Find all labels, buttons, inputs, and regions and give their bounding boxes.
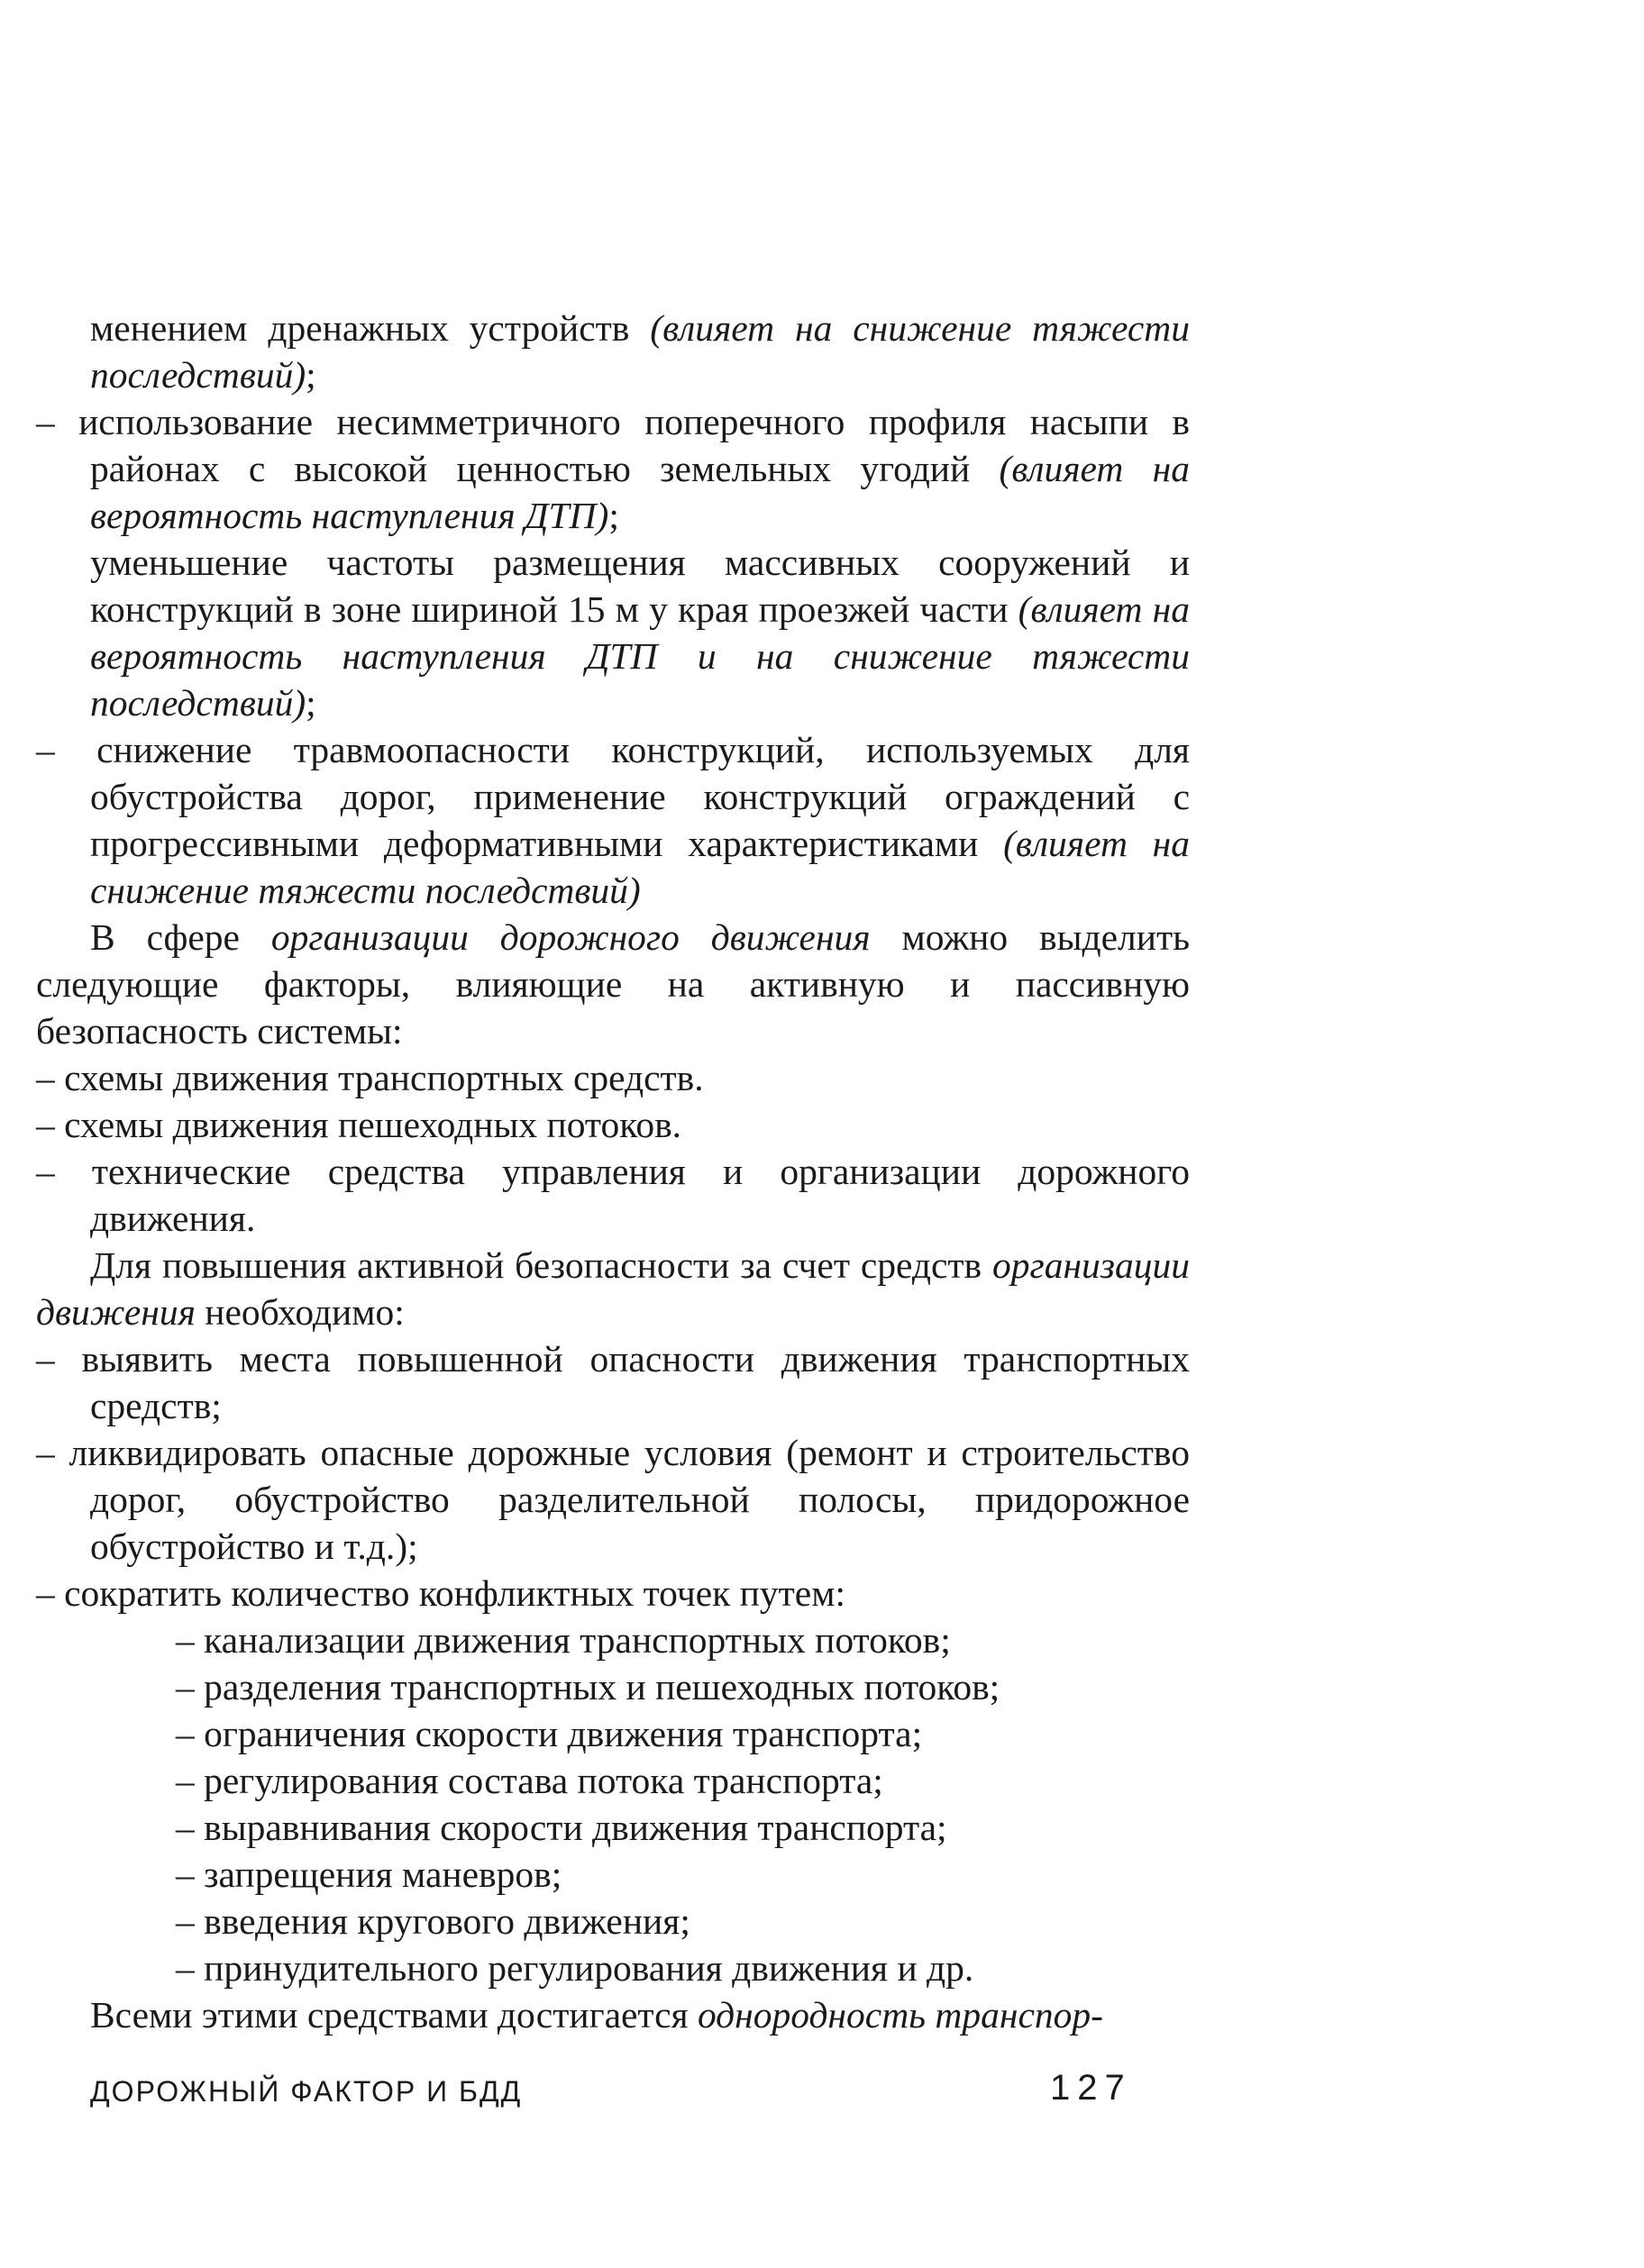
italic-note: (влияет на вероятность наступления ДТП) [90,448,1191,536]
italic-term: однородность транспор- [697,1994,1103,2036]
sub-list-item: – запрещения маневров; [176,1854,562,1895]
list-item: – ликвидировать опасные дорожные условия (ремонт и строительство дорог, обустройство разделительной полосы, придорожное обустройство и т.д.); [36,1432,1190,1567]
italic-note: (влияет на снижение тяжести последствий) [90,823,1190,911]
sub-list-item: – ограничения скорости движения транспорта; [176,1713,923,1754]
italic-term: организации движения [36,1244,1190,1333]
italic-note: (влияет на снижение тяжести последствий) [90,307,1190,396]
list-item-asymmetric-profile: – использование несимметричного поперечного профиля насыпи в районах с высокой ценностью земельных угодий (влияет на вероятность наступления ДТП); [36,401,1191,536]
page-number: 127 [1050,2068,1132,2108]
sub-list-item: – введения кругового движения; [176,1900,690,1942]
list-item-structures-frequency: уменьшение частоты размещения массивных сооружений и конструкций в зоне шириной 15 м у края проезжей части (влияет на вероятность наступления ДТП и на снижение тяжести последствий); [90,542,1190,724]
italic-term: организации дорожного движения [270,916,871,958]
sub-list-item: – канализации движения транспортных потоков; [176,1619,951,1661]
list-item: – выявить места повышенной опасности движения транспортных средств; [36,1338,1190,1426]
list-item-injury-risk: – снижение травмоопасности конструкций, используемых для обустройства дорог, применение конструкций ограждений с прогрессивными деформативными характеристиками (влияет на снижение тяжести последствий) [36,729,1190,911]
paragraph-drainage: менением дренажных устройств (влияет на снижение тяжести последствий); [90,307,1190,396]
running-footer-title: ДОРОЖНЫЙ ФАКТОР И БДД [90,2075,523,2108]
sub-list-item: – принудительного регулирования движения и др. [176,1947,974,1989]
sub-list-item: – разделения транспортных и пешеходных потоков; [176,1666,1000,1708]
paragraph-traffic-organization: В сфере организации дорожного движения можно выделить следующие факторы, влияющие на активную и пассивную безопасность системы: [36,916,1191,1052]
sub-list-item: – выравнивания скорости движения транспорта; [176,1807,947,1848]
list-item: – сократить количество конфликтных точек путем: [36,1572,845,1614]
sub-list-item: – регулирования состава потока транспорта; [176,1760,883,1801]
list-item: – схемы движения транспортных средств. [36,1057,704,1098]
paragraph-conclusion: Всеми этими средствами достигается однородность транспор- [90,1994,1103,2036]
paragraph-active-safety: Для повышения активной безопасности за счет средств организации движения необходимо: [36,1244,1190,1333]
list-item: – технические средства управления и организации дорожного движения. [36,1151,1190,1239]
page-body [36,305,1190,2038]
italic-note: (влияет на вероятность наступления ДТП и на снижение тяжести последствий) [90,588,1190,724]
list-item: – схемы движения пешеходных потоков. [36,1104,682,1145]
